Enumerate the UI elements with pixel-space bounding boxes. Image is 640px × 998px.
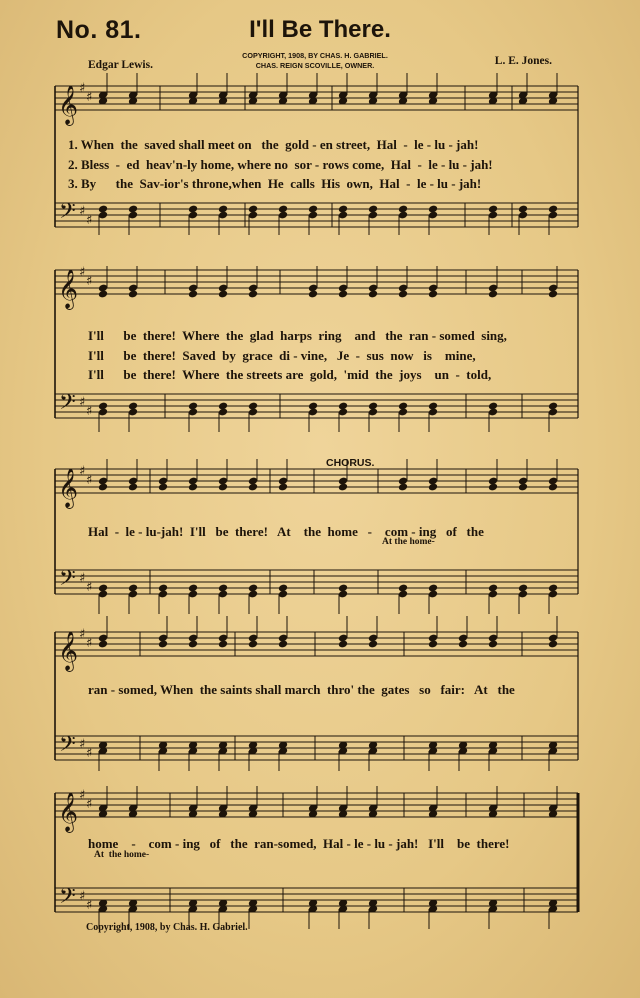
treble-clef-icon: 𝄞 bbox=[58, 792, 79, 832]
note-head bbox=[428, 640, 438, 649]
sharp-icon: ♯ bbox=[79, 889, 86, 905]
copyright-heading bbox=[210, 51, 420, 71]
note-head bbox=[338, 290, 348, 299]
hymn-number: No. 81. bbox=[56, 16, 142, 44]
note-head bbox=[518, 483, 528, 492]
verse-2-line-1: 2. Bless - ed heav'n-ly home, where no sor - rows come, Hal - le - lu - jah! bbox=[68, 157, 493, 172]
sharp-icon: ♯ bbox=[79, 265, 86, 281]
note-head bbox=[338, 640, 348, 649]
footer-copyright: Copyright, 1908, by Chas. H. Gabriel. bbox=[86, 922, 248, 933]
note-head bbox=[488, 640, 498, 649]
treble-clef-icon: 𝄞 bbox=[58, 631, 79, 671]
hymn-title: I'll Be There. bbox=[249, 16, 391, 43]
verse-2-line-2: I'll be there! Saved by grace di - vine, Je - sus now is mine, bbox=[88, 348, 476, 363]
note-head bbox=[428, 483, 438, 492]
treble-clef-icon: 𝄞 bbox=[58, 269, 79, 309]
note-head bbox=[218, 483, 228, 492]
copyright-line-1: COPYRIGHT, 1908, BY CHAS. H. GABRIEL. bbox=[242, 51, 388, 60]
bass-clef-icon: 𝄢 bbox=[59, 199, 76, 230]
lyricist: L. E. Jones. bbox=[494, 55, 552, 67]
note-head bbox=[488, 290, 498, 299]
copyright-line-2: CHAS. REIGN SCOVILLE, OWNER. bbox=[255, 61, 375, 70]
bass-cue-1: At the home- bbox=[382, 537, 435, 547]
sharp-icon: ♯ bbox=[79, 627, 86, 643]
note-head bbox=[98, 290, 108, 299]
chorus-line-1: Hal - le - lu-jah! I'll be there! At the home - com - ing of the bbox=[88, 524, 484, 539]
sharp-icon: ♯ bbox=[79, 788, 86, 804]
sharp-icon: ♯ bbox=[79, 81, 86, 97]
sharp-icon: ♯ bbox=[86, 90, 93, 106]
note-head bbox=[308, 290, 318, 299]
bass-clef-icon: 𝄢 bbox=[59, 884, 76, 915]
note-head bbox=[398, 290, 408, 299]
note-head bbox=[458, 640, 468, 649]
sharp-icon: ♯ bbox=[86, 797, 93, 813]
verse-1-line-2: I'll be there! Where the glad harps ring and the ran - somed sing, bbox=[88, 328, 507, 343]
chorus-label: CHORUS. bbox=[326, 457, 375, 469]
bass-cue-2: At the home- bbox=[94, 850, 150, 860]
bass-clef-icon: 𝄢 bbox=[59, 566, 76, 597]
sharp-icon: ♯ bbox=[79, 571, 86, 587]
note-head bbox=[188, 483, 198, 492]
sharp-icon: ♯ bbox=[86, 746, 93, 762]
note-head bbox=[398, 483, 408, 492]
note-head bbox=[278, 640, 288, 649]
note-head bbox=[338, 483, 348, 492]
composer: Edgar Lewis. bbox=[88, 59, 153, 71]
note-head bbox=[428, 290, 438, 299]
sharp-icon: ♯ bbox=[86, 404, 93, 420]
note-head bbox=[128, 290, 138, 299]
sharp-icon: ♯ bbox=[86, 636, 93, 652]
note-head bbox=[218, 640, 228, 649]
bass-clef-icon: 𝄢 bbox=[59, 732, 76, 763]
treble-clef-icon: 𝄞 bbox=[58, 468, 79, 508]
verse-3-line-1: 3. By the Sav-ior's throne,when He calls His own, Hal - le - lu - jah! bbox=[68, 176, 482, 191]
note-head bbox=[188, 640, 198, 649]
note-head bbox=[188, 290, 198, 299]
note-head bbox=[368, 290, 378, 299]
note-head bbox=[128, 483, 138, 492]
note-head bbox=[98, 640, 108, 649]
sharp-icon: ♯ bbox=[86, 473, 93, 489]
note-head bbox=[158, 483, 168, 492]
note-head bbox=[248, 640, 258, 649]
sharp-icon: ♯ bbox=[79, 464, 86, 480]
sharp-icon: ♯ bbox=[86, 580, 93, 596]
treble-clef-icon: 𝄞 bbox=[58, 85, 79, 125]
note-head bbox=[248, 483, 258, 492]
bass-clef-icon: 𝄢 bbox=[59, 390, 76, 421]
note-head bbox=[488, 483, 498, 492]
chorus-line-3: home - com - ing of the ran-somed, Hal - le - lu - jah! I'll be there! bbox=[88, 836, 510, 851]
chorus-line-2: ran - somed, When the saints shall march thro' the gates so fair: At the bbox=[88, 682, 515, 697]
sharp-icon: ♯ bbox=[79, 737, 86, 753]
sharp-icon: ♯ bbox=[79, 204, 86, 220]
note-head bbox=[368, 640, 378, 649]
note-head bbox=[548, 483, 558, 492]
sharp-icon: ♯ bbox=[86, 274, 93, 290]
note-head bbox=[548, 640, 558, 649]
note-head bbox=[98, 483, 108, 492]
verse-3-line-2: I'll be there! Where the streets are gold, 'mid the joys un - told, bbox=[88, 367, 492, 382]
sharp-icon: ♯ bbox=[79, 395, 86, 411]
note-head bbox=[158, 640, 168, 649]
sharp-icon: ♯ bbox=[86, 898, 93, 914]
sharp-icon: ♯ bbox=[86, 213, 93, 229]
note-head bbox=[278, 483, 288, 492]
note-head bbox=[548, 290, 558, 299]
verse-1-line-1: 1. When the saved shall meet on the gold - en street, Hal - le - lu - jah! bbox=[68, 137, 479, 152]
note-head bbox=[218, 290, 228, 299]
note-head bbox=[248, 290, 258, 299]
